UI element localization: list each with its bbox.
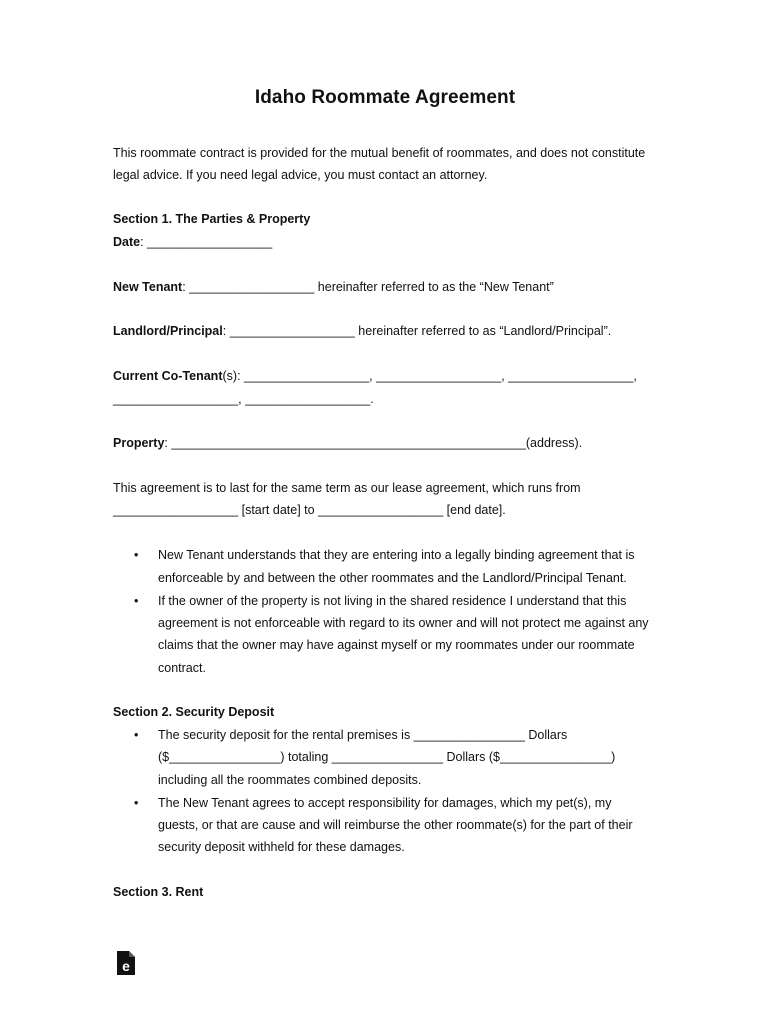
bullet-icon: • [134, 548, 139, 562]
date-label: Date [113, 235, 141, 249]
s2-bullet-2-line-2: guests, or that are cause and will reimburse the other roommate(s) for the part of their [158, 818, 633, 832]
s1-bullet-2-line-3: claims that the owner may have against myself or my roommates under our roommate [158, 638, 635, 652]
eforms-logo-icon [117, 951, 135, 975]
landlord-label: Landlord/Principal [113, 324, 223, 338]
section-2-heading: Section 2. Security Deposit [113, 705, 275, 719]
landlord-field [113, 324, 611, 339]
s1-bullet-1-line-1: New Tenant understands that they are entering into a legally binding agreement that is [158, 548, 635, 562]
section-1-heading: Section 1. The Parties & Property [113, 212, 311, 226]
document-title: Idaho Roommate Agreement [254, 87, 516, 108]
term-line-2: __________________ [start date] to __________________ [end date]. [113, 503, 506, 517]
new-tenant-blank: : __________________ hereinafter referred to as the “New Tenant” [182, 280, 554, 294]
s1-bullet-2-line-2: agreement is not enforceable with regard to its owner and will not protect me against any [158, 616, 649, 630]
term-line-1: This agreement is to last for the same term as our lease agreement, which runs from [113, 481, 581, 495]
new-tenant-label: New Tenant [113, 280, 183, 294]
cotenant-blanks: (s): __________________, __________________, __________________, [222, 369, 637, 383]
s1-bullet-1-line-2: enforceable by and between the other roommates and the Landlord/Principal Tenant. [158, 571, 627, 585]
date-field [113, 235, 272, 250]
bullet-icon: • [134, 796, 139, 810]
s1-bullet-2-line-4: contract. [158, 661, 206, 675]
property-label: Property [113, 436, 165, 450]
s2-bullet-1-line-1: The security deposit for the rental premises is ________________ Dollars [158, 728, 568, 742]
cotenant-blanks-continued: __________________, __________________. [113, 392, 374, 406]
s1-bullet-2-line-1: If the owner of the property is not living in the shared residence I understand that this [158, 594, 627, 608]
property-field [113, 436, 582, 451]
cotenant-label: Current Co-Tenant [113, 369, 223, 383]
s2-bullet-1-line-2: ($________________) totaling ________________ Dollars ($________________) [158, 750, 616, 764]
intro-line-1: This roommate contract is provided for the mutual benefit of roommates, and does not constitute [113, 146, 646, 160]
date-blank: : __________________ [140, 235, 273, 249]
new-tenant-field [113, 280, 554, 295]
bullet-icon: • [134, 728, 139, 742]
s2-bullet-2-line-1: The New Tenant agrees to accept responsibility for damages, which my pet(s), my [158, 796, 612, 810]
bullet-icon: • [134, 594, 139, 608]
intro-line-2: legal advice. If you need legal advice, you must contact an attorney. [113, 168, 488, 182]
cotenant-field [113, 369, 637, 384]
s2-bullet-1-line-3: including all the roommates combined deposits. [158, 773, 422, 787]
section-3-heading: Section 3. Rent [113, 885, 204, 899]
logo-letter: e [122, 958, 130, 974]
property-blank: : ___________________________________________________(address). [164, 436, 583, 450]
landlord-blank: : __________________ hereinafter referred to as “Landlord/Principal”. [222, 324, 612, 338]
s2-bullet-2-line-3: security deposit withheld for these damages. [158, 840, 405, 854]
